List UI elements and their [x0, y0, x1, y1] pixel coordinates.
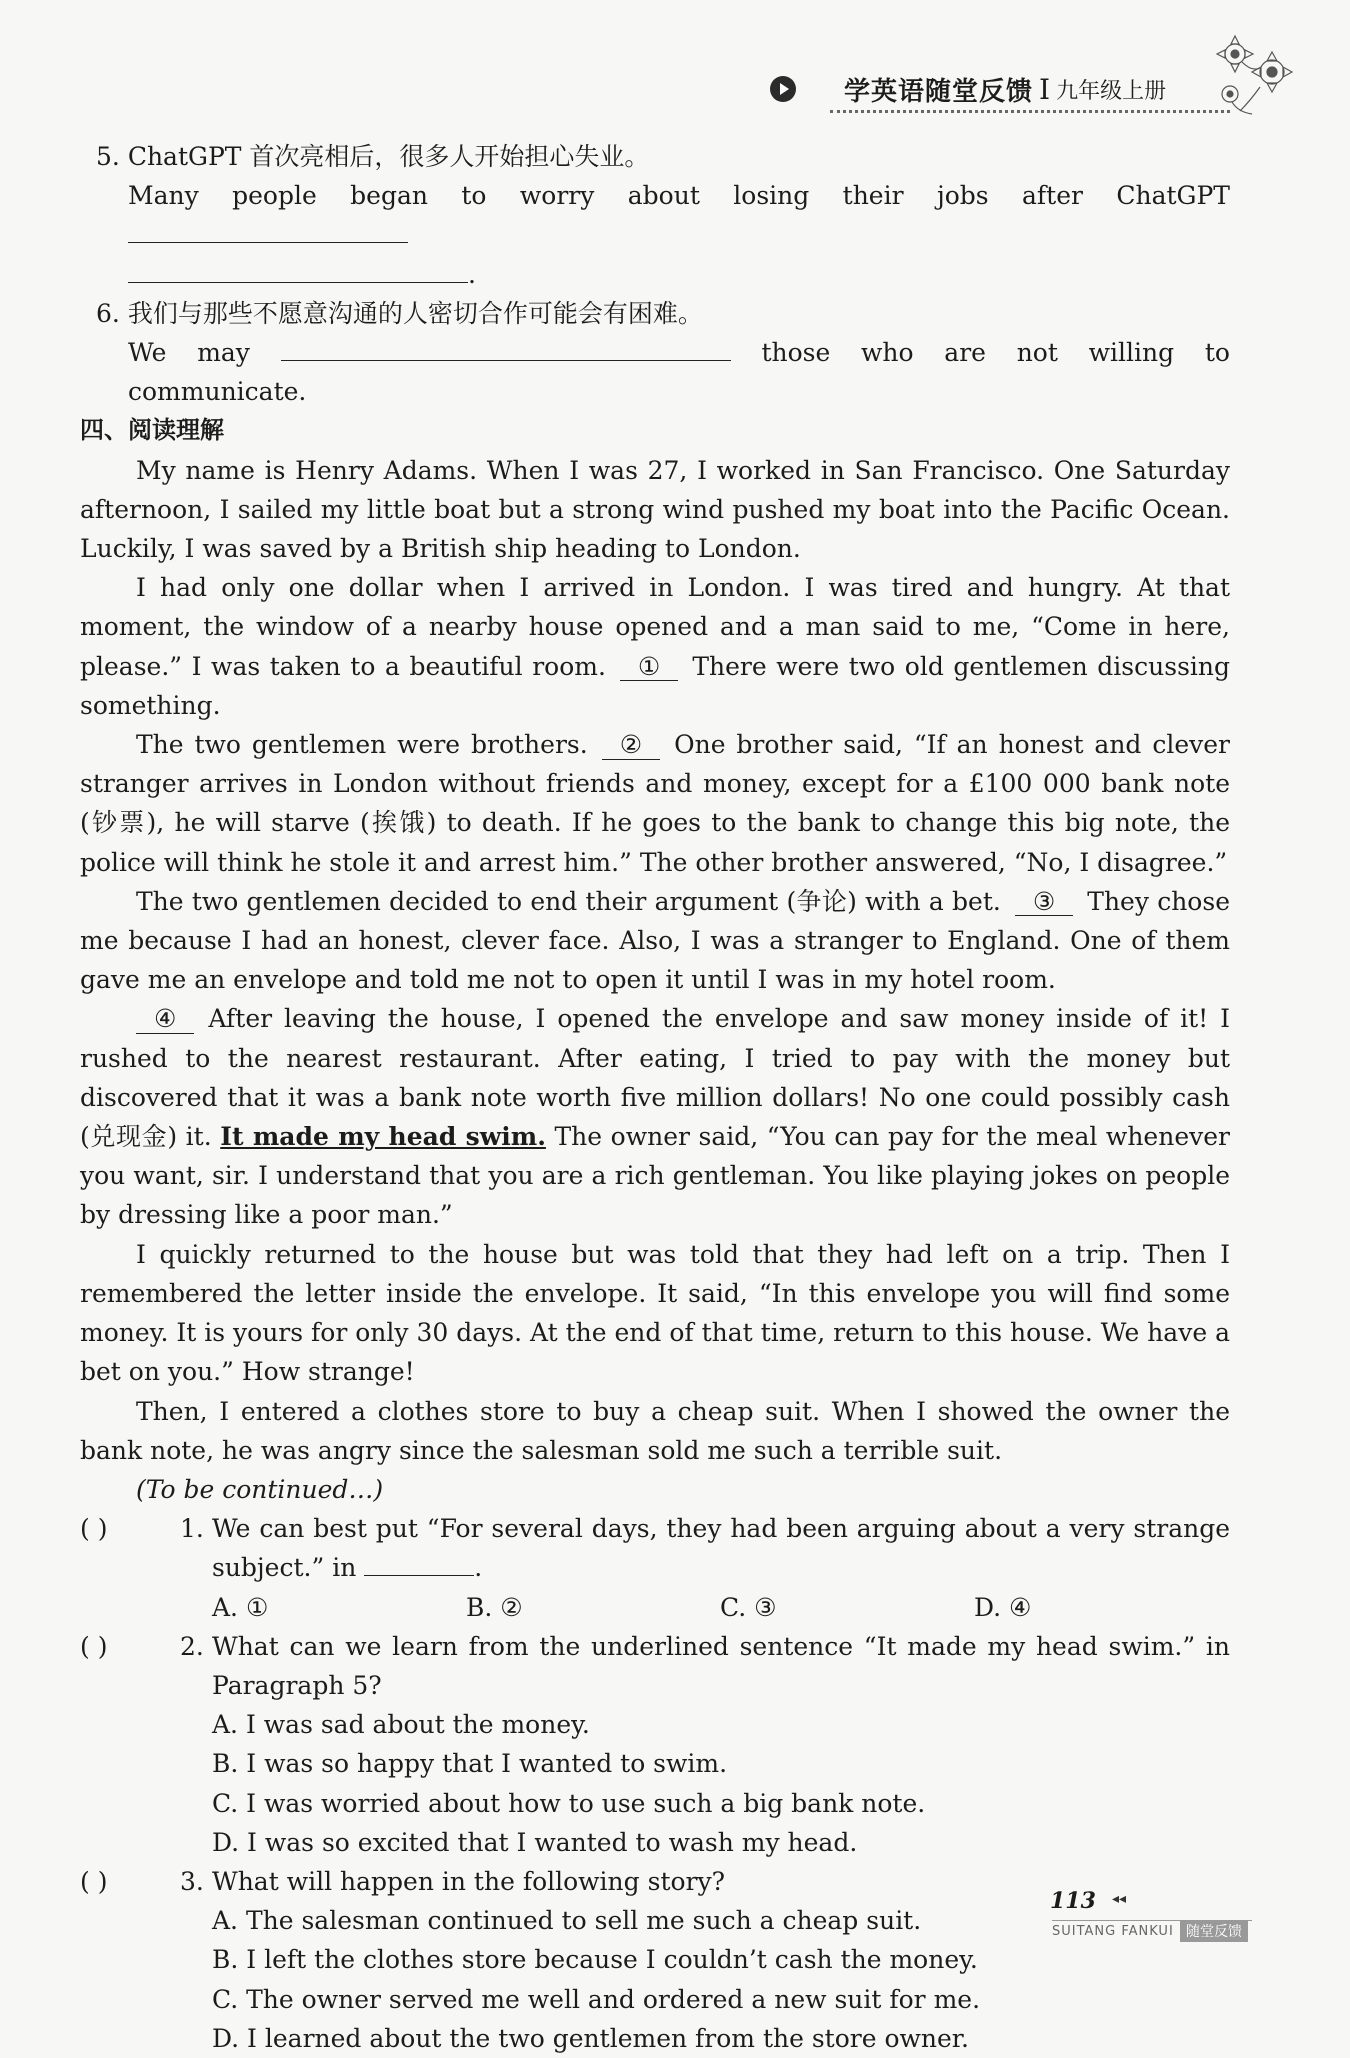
option-b[interactable]: B. ②	[466, 1592, 523, 1622]
passage-paragraph-7: Then, I entered a clothes store to buy a cheap suit. When I showed the owner the bank note, he was angry since the salesman sold me such a terrible suit.	[80, 1396, 1230, 1465]
question-text: What can we learn from the underlined sentence “It made my head swim.” in Paragraph 5?	[212, 1631, 1230, 1700]
book-subtitle: 九年级上册	[1056, 78, 1167, 104]
question-text: What will happen in the following story?	[212, 1866, 726, 1896]
question-text: We can best put “For several days, they had been arguing about a very strange subject.” in .	[212, 1514, 1230, 1583]
passage-paragraph-5: ④ After leaving the house, I opened the envelope and saw money inside of it! I rushed to the nearest restaurant. After eating, I tried to pay with the money but discovered that it was a bank note worth five million dollars! No one could possibly cash (兑现金) it. It made my head swim. The owner said, “You can pay for the meal whenever you want, sir. I understand that you are a rich gentleman. You like playing jokes on people by dressing like a poor man.”	[80, 1004, 1230, 1230]
blank-2: ②	[602, 731, 660, 760]
page-header	[770, 64, 1166, 114]
translation-q5-en-cont: .	[80, 255, 1230, 294]
option-a[interactable]: A. I was sad about the money.	[212, 1710, 590, 1740]
title-separator: I	[1039, 72, 1051, 106]
answer-bracket[interactable]: ( )	[80, 1631, 108, 1661]
passage-paragraph-2: I had only one dollar when I arrived in London. I was tired and hungry. At that moment, the window of a nearby house opened and a man said to me, “Come in here, please.” I was taken to a beautiful room. ① There were two old gentlemen discussing something.	[80, 573, 1230, 720]
question-number: 1.	[180, 1514, 204, 1544]
question-number: 2.	[180, 1631, 204, 1661]
passage-paragraph-1: My name is Henry Adams. When I was 27, I worked in San Francisco. One Saturday afternoon, I sailed my little boat but a strong wind pushed my boat into the Pacific Ocean. Luckily, I was saved by a British ship heading to London.	[80, 455, 1230, 564]
option-d[interactable]: D. ④	[974, 1592, 1032, 1622]
translation-q5-cn: 5. ChatGPT 首次亮相后，很多人开始担心失业。	[96, 142, 650, 171]
blank-1: ①	[620, 653, 678, 682]
header-dotted-rule	[830, 110, 1230, 113]
play-icon	[770, 76, 796, 102]
option-c[interactable]: C. The owner served me well and ordered a new suit for me.	[212, 1984, 981, 2014]
translation-q6-en: We may those who are not willing to communicate.	[80, 333, 1230, 411]
question-number: 3.	[180, 1866, 204, 1896]
content	[80, 137, 1230, 2058]
answer-bracket[interactable]: ( )	[80, 1514, 108, 1544]
question-1	[80, 1509, 1230, 1587]
answer-bracket[interactable]: ( )	[80, 1866, 108, 1896]
section-title: 四、阅读理解	[80, 416, 224, 445]
option-c[interactable]: C. I was worried about how to use such a big bank note.	[212, 1788, 926, 1818]
underlined-sentence: It made my head swim.	[220, 1122, 546, 1152]
double-arrow-left-icon: ◂◂	[1112, 1891, 1127, 1907]
blank-4: ④	[136, 1005, 194, 1034]
option-b[interactable]: B. I left the clothes store because I couldn’t cash the money.	[212, 1945, 978, 1975]
sunflower-icon	[1200, 22, 1310, 122]
option-d[interactable]: D. I was so excited that I wanted to wash my head.	[212, 1827, 858, 1857]
translation-q6-cn: 6. 我们与那些不愿意沟通的人密切合作可能会有困难。	[96, 298, 703, 328]
option-c[interactable]: C. ③	[720, 1592, 777, 1622]
option-a[interactable]: A. The salesman continued to sell me such a cheap suit.	[212, 1906, 922, 1936]
question-1-options	[80, 1588, 1230, 1627]
translation-q5-en: Many people began to worry about losing their jobs after ChatGPT	[80, 176, 1230, 254]
passage-paragraph-6: I quickly returned to the house but was told that they had left on a trip. Then I remembered the letter inside the envelope. It said, “In this envelope you will find some money. It is yours for only 30 days. At the end of that time, return to this house. We have a bet on you.” How strange!	[80, 1239, 1230, 1387]
option-a[interactable]: A. ①	[212, 1592, 269, 1622]
footer-brand-en: SUITANG FANKUI	[1052, 1924, 1174, 1939]
passage-paragraph-4: The two gentlemen decided to end their argument (争论) with a bet. ③ They chose me because I had an honest, clever face. Also, I was a stranger to England. One of them gave me an envelope and told me not to open it until I was in my hotel room.	[80, 886, 1230, 995]
page-number: 113	[1050, 1888, 1096, 1914]
book-title: 学英语随堂反馈	[844, 76, 1034, 107]
passage-paragraph-3: The two gentlemen were brothers. ② One brother said, “If an honest and clever stranger arrives in London without friends and money, except for a £100 000 bank note (钞票), he will starve (挨饿) to death. If he goes to the bank to change this big note, the police will think he stole it and arrest him.” The other brother answered, “No, I disagree.”	[80, 730, 1230, 877]
to-be-continued: (To be continued…)	[136, 1474, 384, 1504]
option-b[interactable]: B. I was so happy that I wanted to swim.	[212, 1749, 728, 1779]
footer-brand-cn: 随堂反馈	[1180, 1920, 1248, 1942]
blank-3: ③	[1015, 888, 1073, 917]
option-d[interactable]: D. I learned about the two gentlemen from the store owner.	[212, 2023, 969, 2053]
question-2	[80, 1627, 1230, 1705]
